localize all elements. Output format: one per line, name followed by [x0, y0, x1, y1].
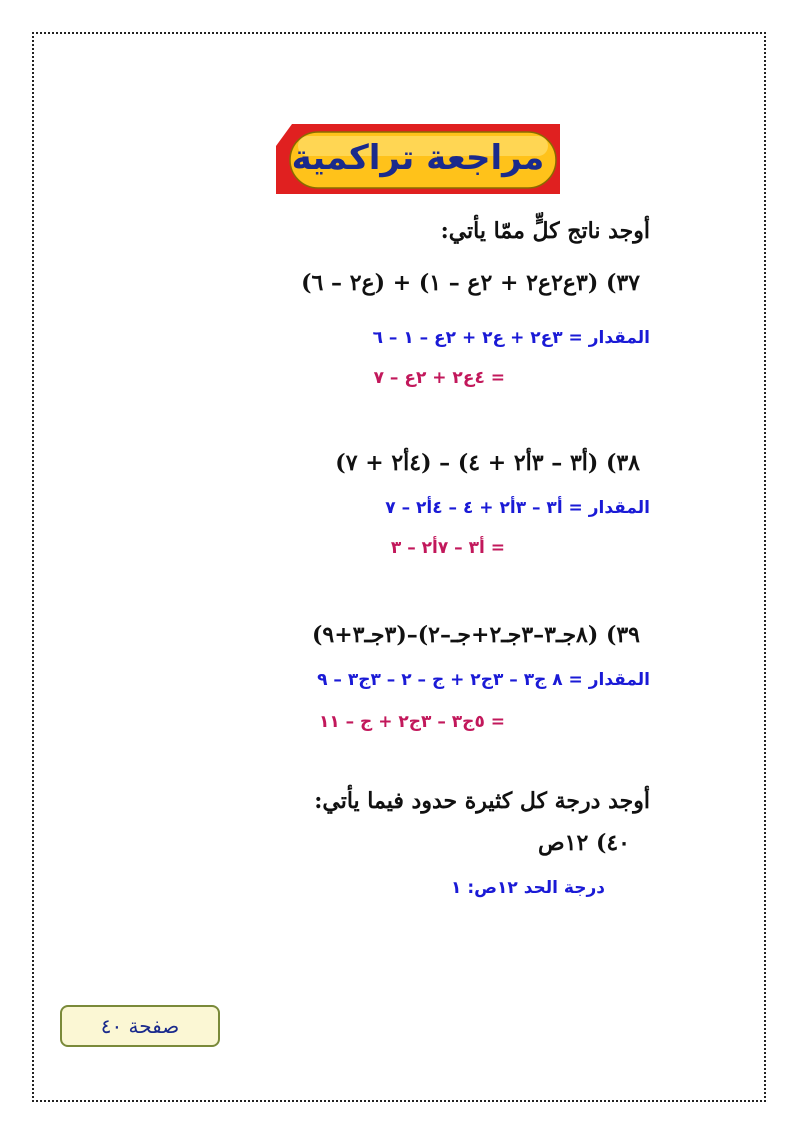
question-38: ٣٨) (أ٣ – ٣أ٢ + ٤) – (٤أ٢ + ٧): [335, 450, 640, 476]
question-39: ٣٩) (٨جـ٣–٣جـ٢+جـ–٢)–(٣جـ٣+٩): [311, 622, 640, 648]
answer-40: درجة الحد ١٢ص: ١: [451, 878, 605, 898]
answer-38-line-1: المقدار = أ٣ – ٣أ٢ + ٤ – ٤أ٢ – ٧: [385, 498, 650, 518]
question-37: ٣٧) (٣ع٢ع٢ + ٢ع – ١) + (ع٢ – ٦): [301, 270, 640, 296]
answer-37-line-2: = ٤ع٢ + ٢ع – ٧: [373, 368, 505, 388]
answer-38-line-2: = أ٣ – ٧أ٢ – ٣: [390, 538, 505, 558]
answer-39-line-1: المقدار = ٨ ج٣ – ٣ج٢ + ج – ٢ – ٣ج٣ – ٩: [317, 670, 650, 690]
answer-39-line-2: = ٥ج٣ – ٣ج٢ + ج – ١١: [318, 712, 505, 732]
title-banner: [268, 120, 568, 198]
answer-37-line-1: المقدار = ٣ع٢ + ع٢ + ٢ع – ١ – ٦: [372, 328, 650, 348]
page-number: صفحة ٤٠: [100, 1014, 180, 1038]
question-40: ٤٠) ١٢ص: [538, 830, 630, 856]
page-number-box: [60, 1005, 220, 1047]
page-title: مراجعة تراكمية: [291, 138, 545, 178]
instruction-1: أوجد ناتج كلٍّ ممّا يأتي:: [440, 218, 650, 244]
instruction-2: أوجد درجة كل كثيرة حدود فيما يأتي:: [314, 788, 650, 814]
